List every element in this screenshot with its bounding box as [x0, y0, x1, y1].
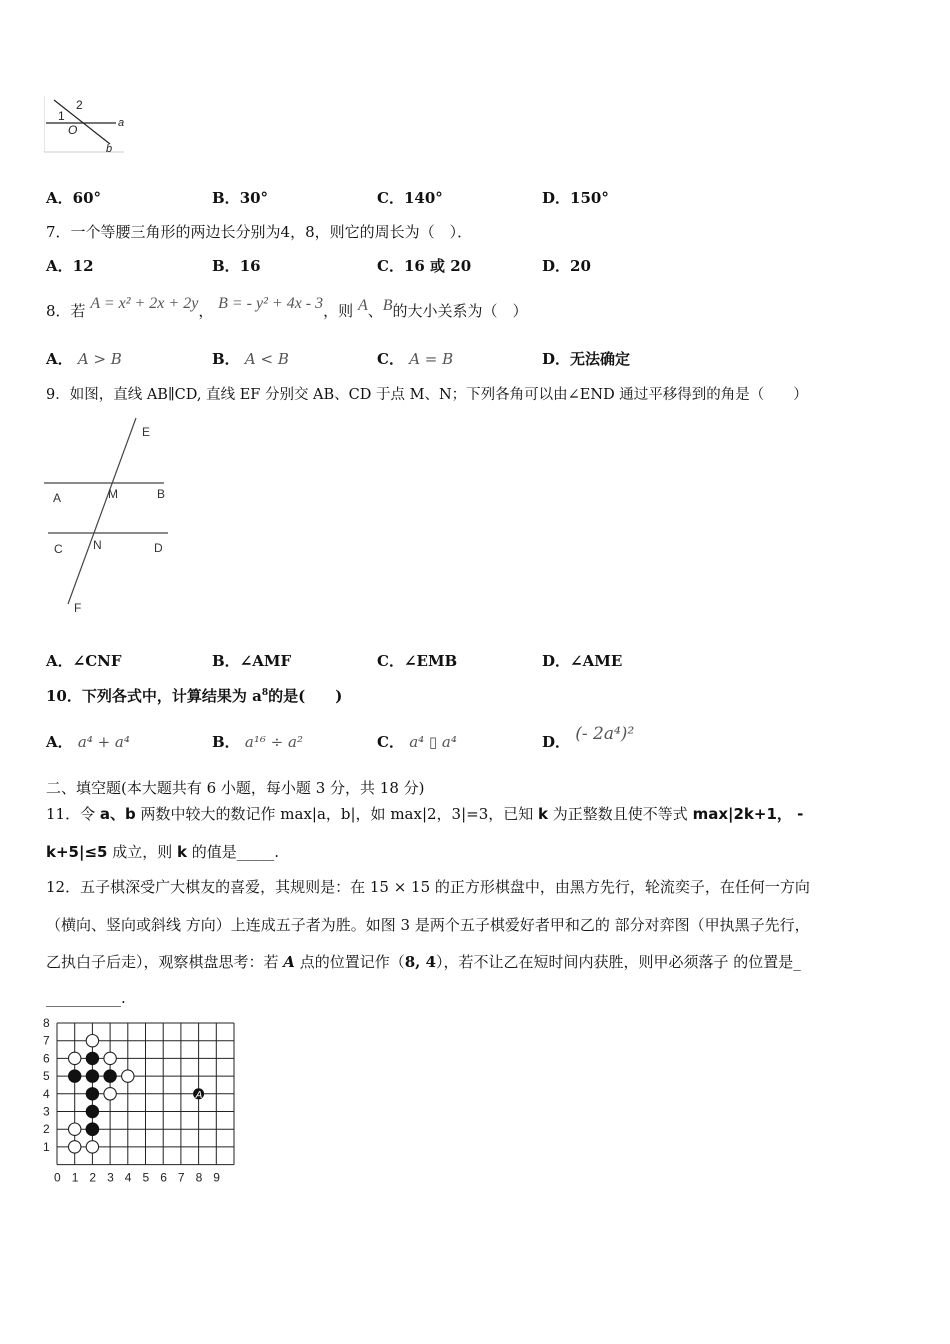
q9-figure [40, 416, 180, 616]
black-stone [86, 1105, 98, 1117]
q7-option-b[interactable]: B．16 [212, 257, 261, 275]
q9-option-d[interactable]: D．∠AME [542, 652, 623, 670]
black-stone [69, 1070, 81, 1082]
q6-figure [44, 96, 128, 154]
fig9-label-C: C [54, 542, 63, 556]
y-tick-label: 5 [43, 1069, 50, 1084]
white-stone [104, 1052, 116, 1064]
q12-line1: 12．五子棋深受广大棋友的喜爱，其规则是：在 15 × 15 的正方形棋盘中，由黑方先行，轮流奕子，在任何一方向 [46, 878, 810, 896]
q8-option-a[interactable]: A． A > B [46, 350, 122, 368]
x-tick-label: 8 [195, 1170, 203, 1185]
black-stone [86, 1088, 98, 1100]
q7-option-a[interactable]: A．12 [46, 257, 94, 275]
q10-option-c[interactable]: C． a⁴ ▯ a⁴ [377, 733, 457, 751]
y-tick-label: 3 [43, 1104, 50, 1119]
q9-option-c[interactable]: C．∠EMB [377, 652, 458, 670]
white-stone [104, 1088, 116, 1100]
q12-line2: （横向、竖向或斜线 方向）上连成五子者为胜。如图 3 是两个五子棋爱好者甲和乙的 部分对弈图（甲执黑子先行， [46, 916, 810, 934]
q6-option-d[interactable]: D．150° [542, 189, 609, 207]
section2-title: 二、填空题(本大题共有 6 小题，每小题 3 分，共 18 分) [46, 779, 425, 797]
x-tick-label: 0 [54, 1170, 61, 1185]
fig9-label-F: F [74, 601, 82, 615]
x-tick-label: 2 [89, 1170, 97, 1185]
q8-option-d[interactable]: D．无法确定 [542, 350, 631, 368]
q11-line2: k+5|≤5 成立，则 k 的值是_____. [46, 843, 280, 861]
q9-option-b[interactable]: B．∠AMF [212, 652, 292, 670]
q7-stem: 7．一个等腰三角形的两边长分别为4，8，则它的周长为（ ）． [46, 223, 473, 241]
q11-line1: 11．令 a、b 两数中较大的数记作 max|a，b|，如 max|2，3|=3，已知 k 为正整数且使不等式 max|2k+1， - [46, 805, 804, 823]
x-tick-label: 9 [213, 1170, 220, 1185]
q6-option-c[interactable]: C．140° [377, 189, 443, 207]
x-tick-label: 6 [160, 1170, 167, 1185]
y-tick-label: 1 [43, 1139, 50, 1154]
fig6-label-a: a [118, 117, 125, 129]
q8-expr-a: A = x² + 2x + 2y [90, 295, 199, 312]
x-tick-label: 4 [124, 1170, 132, 1185]
q8-option-b[interactable]: B． A < B [212, 350, 289, 368]
q7-option-c[interactable]: C．16 或 20 [377, 257, 472, 275]
q8-stem: 8．若 A = x² + 2x + 2y， B = - y² + 4x - 3，则 A、B的大小关系为（ ） [46, 295, 528, 320]
x-tick-label: 3 [107, 1170, 114, 1185]
y-tick-label: 6 [43, 1051, 50, 1066]
black-stone [104, 1070, 116, 1082]
white-stone [69, 1052, 81, 1064]
q10-stem: 10．下列各式中，计算结果为 $a^8$的是( ) [46, 687, 343, 705]
fig9-label-A: A [53, 491, 62, 505]
q12-line3: 乙执白子后走），观察棋盘思考：若 A 点的位置记作（8, 4），若不让乙在短时间内获胜，则甲必须落子 的位置是_ [46, 953, 801, 971]
black-stone [86, 1123, 98, 1135]
x-tick-label: 1 [71, 1170, 79, 1185]
fig6-label-b: b [106, 143, 113, 154]
gomoku-board [40, 1012, 250, 1190]
fig9-label-D: D [154, 541, 163, 555]
fig9-label-M: M [108, 487, 118, 501]
q9-option-a[interactable]: A．∠CNF [46, 652, 122, 670]
q10-option-b[interactable]: B． a¹⁶ ÷ a² [212, 733, 303, 751]
white-stone [122, 1070, 134, 1082]
white-stone [69, 1141, 81, 1153]
white-stone [69, 1123, 81, 1135]
white-stone [86, 1141, 98, 1153]
x-tick-label: 7 [177, 1170, 185, 1185]
black-stone [86, 1070, 98, 1082]
q6-option-b[interactable]: B．30° [212, 189, 269, 207]
q10-option-d[interactable]: D． (- 2a⁴)² [542, 724, 635, 751]
fig6-label-O: O [68, 123, 78, 137]
q8-option-c[interactable]: C． A = B [377, 350, 454, 368]
q12-line4: __________. [46, 989, 126, 1007]
fig9-label-B: B [157, 487, 166, 501]
y-tick-label: 4 [43, 1086, 50, 1101]
y-tick-label: 2 [43, 1122, 50, 1137]
x-tick-label: 5 [142, 1170, 150, 1185]
fig6-label-1: 1 [58, 109, 65, 123]
line-ef [68, 418, 136, 604]
point-a-label: A [195, 1089, 203, 1101]
y-tick-label: 7 [43, 1033, 50, 1048]
q10-option-a[interactable]: A． a⁴ + a⁴ [46, 733, 130, 751]
fig6-label-2: 2 [76, 98, 83, 112]
q7-option-d[interactable]: D．20 [542, 257, 591, 275]
y-tick-label: 8 [43, 1016, 50, 1030]
black-stone [86, 1052, 98, 1064]
white-stone [86, 1035, 98, 1047]
q6-option-a[interactable]: A．60° [46, 189, 102, 207]
q8-expr-b: B = - y² + 4x - 3 [218, 295, 324, 312]
fig9-label-N: N [93, 538, 102, 552]
fig9-label-E: E [142, 425, 151, 439]
q9-stem: 9．如图，直线 AB∥CD, 直线 EF 分别交 AB、CD 于点 M、N；下列各角可以由∠END 通过平移得到的角是（ ） [46, 387, 808, 403]
